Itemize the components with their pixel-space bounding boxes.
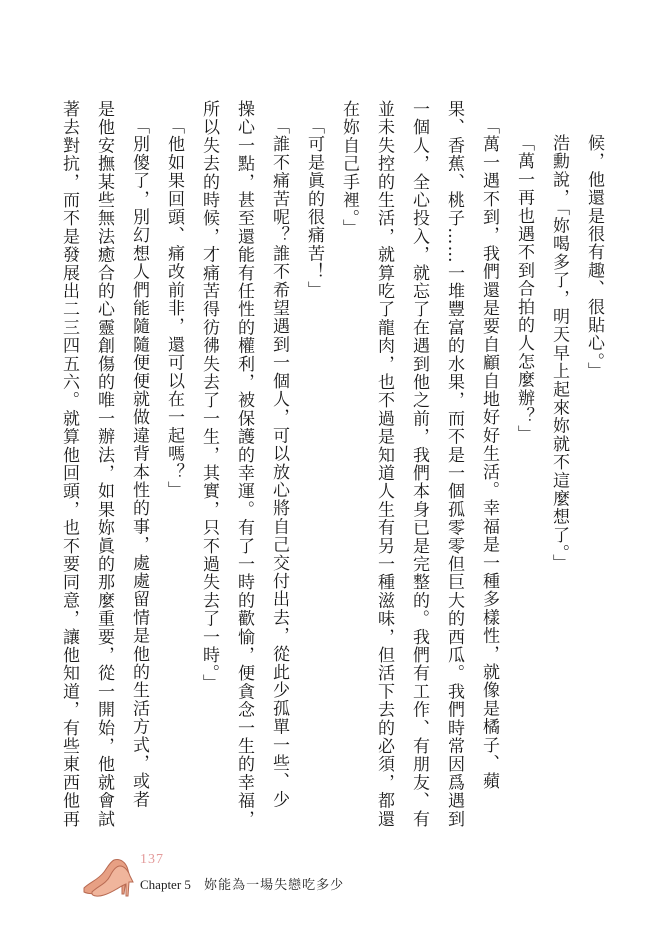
text-line: 一個人，全心投入，就忘了在遇到他之前，我們本身已是完整的。我們有工作、有朋友、有 [409,100,429,828]
text-line: 是他安撫某些無法癒合的心靈創傷的唯一辦法，如果妳眞的那麼重要，從一開始，他就會試 [94,100,114,828]
chapter-label: Chapter 5 [140,877,191,892]
text-line: 所以失去的時候，才痛苦得彷彿失去了一生，其實，只不過失去了一時。」 [199,100,219,693]
page-number: 137 [140,852,164,867]
text-line: 果、香蕉、桃子……一堆豐富的水果，而不是一個孤零零但巨大的西瓜。我們時常因爲遇到 [444,100,464,828]
text-line: 「萬一遇不到，我們還是要自顧自地好好生活。幸福是一種多樣性，就像是橘子、蘋 [479,117,499,791]
page-footer [80,848,480,908]
text-line: 「別傻了，別幻想人們能隨隨便便就做違背本性的事，處處留情是他的生活方式，或者 [129,117,149,809]
text-line: 並未失控的生活，就算吃了龍肉，也不過是知道人生有另一種滋味，但活下去的必須，都還 [374,100,394,828]
text-line: 「他如果回頭、痛改前非，還可以在一起嗎？」 [164,117,184,500]
running-head [140,874,344,893]
chapter-title: 妳能為一場失戀吃多少 [204,877,345,892]
text-line: 「萬一再也遇不到合拍的人怎麼辦？」 [514,134,534,444]
text-line: 浩勳說，「妳喝多了，明天早上起來妳就不這麼想了。」 [549,134,569,572]
text-line: 候，他還是很有趣、很貼心。」 [584,134,604,381]
text-line: 「誰不痛苦呢？誰不希望遇到一個人，可以放心將自己交付出去，從此少孤單一些、少 [269,117,289,809]
text-line: 「可是眞的很痛苦！」 [304,117,324,299]
text-line: 在妳自己手裡。」 [339,100,359,238]
text-line: 操心一點，甚至還能有任性的權利，被保護的幸運。有了一時的歡愉，便貪念一生的幸福， [234,100,254,828]
text-line: 著去對抗，而不是發展出二三四五六。就算他回頭，也不要同意，讓他知道，有些東西他再 [59,100,79,828]
body-text [59,100,611,828]
high-heel-shoe-icon [80,848,136,900]
